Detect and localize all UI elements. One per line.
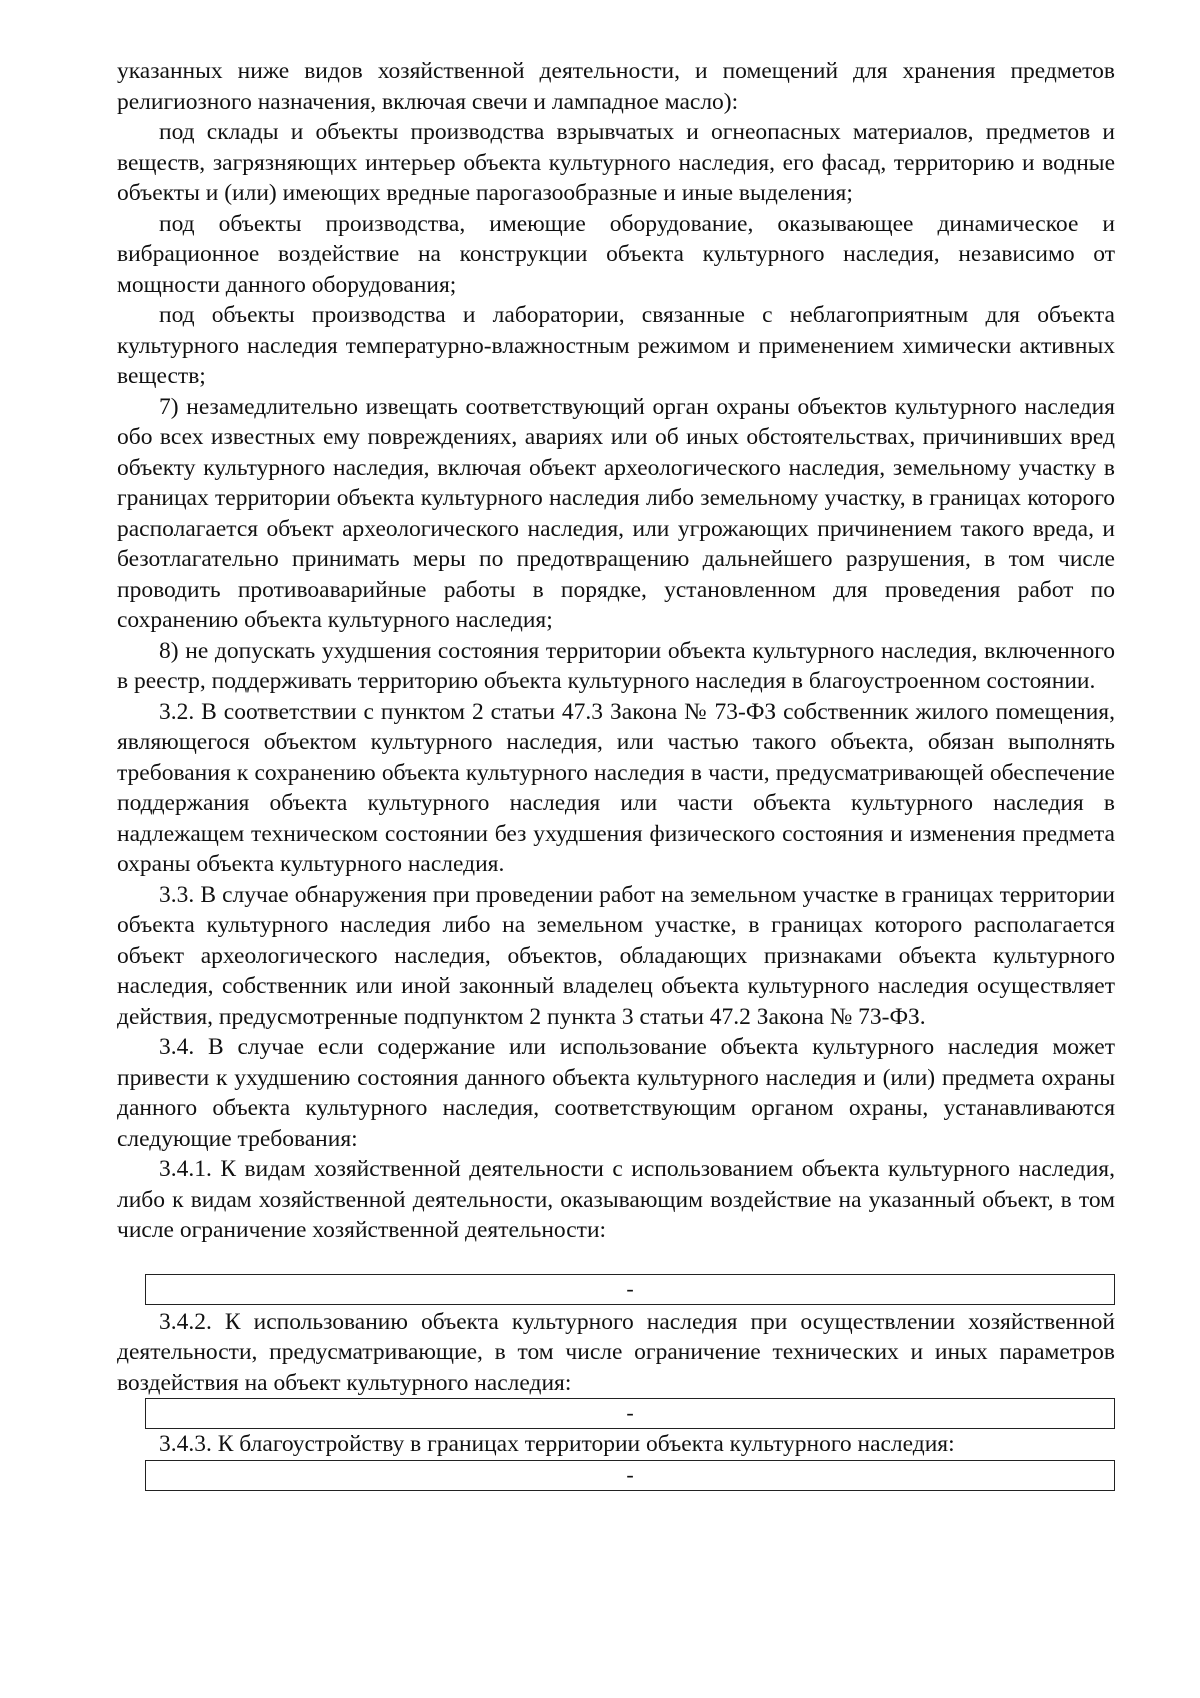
requirement-box-3-4-2 xyxy=(145,1398,1115,1429)
paragraph-3-3: 3.3. В случае обнаружения при проведении работ на земельном участке в границах территории объекта культурного наследия либо на земельном участке, в границах которого располагается объект археологического наследия, объектов, обладающих признаками объекта культурного наследия, собственник или иной законный владелец объекта культурного наследия осуществляет действия, предусмотренные подпунктом 2 пункта 3 статьи 47.2 Закона № 73-ФЗ. xyxy=(117,881,1115,1030)
requirement-box-3-4-1-value: - xyxy=(626,1275,634,1301)
paragraph-intro-continuation: указанных ниже видов хозяйственной деятельности, и помещений для хранения предметов религиозного назначения, включая свечи и лампадное масло): xyxy=(117,58,1115,115)
paragraph-item-7: 7) незамедлительно извещать соответствующий орган охраны объектов культурного наследия обо всех известных ему повреждениях, авариях или об иных обстоятельствах, причинивших вред объекту культурного наследия, включая объект археологического наследия, земельному участку в границах территории объекта культурного наследия либо земельному участку, в границах которого располагается объект археологического наследия, или угрожающих причинением такого вреда, и безотлагательно принимать меры по предотвращению дальнейшего разрушения, в том числе проводить противоаварийные работы в порядке, установленном для проведения работ по сохранению объекта культурного наследия; xyxy=(117,393,1115,633)
requirement-box-3-4-3-value: - xyxy=(626,1461,634,1487)
paragraph-3-4-2: 3.4.2. К использованию объекта культурного наследия при осуществлении хозяйственной деятельности, предусматривающие, в том числе ограничение технических и иных параметров воздействия на объект культурного наследия: xyxy=(117,1308,1115,1396)
requirement-box-3-4-2-value: - xyxy=(626,1400,634,1425)
paragraph-production-equipment: под объекты производства, имеющие оборудование, оказывающее динамическое и вибрационное воздействие на конструкции объекта культурного наследия, независимо от мощности данного оборудования; xyxy=(117,210,1115,298)
paragraph-laboratories: под объекты производства и лаборатории, связанные с неблагоприятным для объекта культурного наследия температурно-влажностным режимом и применением химически активных веществ; xyxy=(117,302,1115,389)
paragraph-3-4: 3.4. В случае если содержание или использование объекта культурного наследия может привести к ухудшению состояния данного объекта культурного наследия и (или) предмета охраны данного объекта культурного наследия, соответствующим органом охраны, устанавливаются следующие требования: xyxy=(117,1034,1115,1152)
document-page xyxy=(117,56,1115,1491)
paragraph-item-8: 8) не допускать ухудшения состояния территории объекта культурного наследия, включенного в реестр, поддерживать территорию объекта культурного наследия в благоустроенном состоянии. xyxy=(117,637,1115,694)
requirement-box-3-4-3 xyxy=(145,1460,1115,1491)
paragraph-warehouses: под склады и объекты производства взрывчатых и огнеопасных материалов, предметов и веществ, загрязняющих интерьер объекта культурного наследия, его фасад, территорию и водные объекты и (или) имеющих вредные парогазообразные и иные выделения; xyxy=(117,119,1115,206)
paragraph-3-2: 3.2. В соответствии с пунктом 2 статьи 47.3 Закона № 73-ФЗ собственник жилого помещения, являющегося объектом культурного наследия, или частью такого объекта, обязан выполнять требования к сохранению объекта культурного наследия в части, предусматривающей обеспечение поддержания объекта культурного наследия или части объекта культурного наследия в надлежащем техническом состоянии без ухудшения физического состояния и изменения предмета охраны объекта культурного наследия. xyxy=(117,698,1115,877)
paragraph-3-4-1: 3.4.1. К видам хозяйственной деятельности с использованием объекта культурного наследия, либо к видам хозяйственной деятельности, оказывающим воздействие на указанный объект, в том числе ограничение хозяйственной деятельности: xyxy=(117,1156,1115,1243)
requirement-box-3-4-1 xyxy=(145,1274,1115,1305)
paragraph-3-4-3: 3.4.3. К благоустройству в границах территории объекта культурного наследия: xyxy=(159,1431,955,1457)
